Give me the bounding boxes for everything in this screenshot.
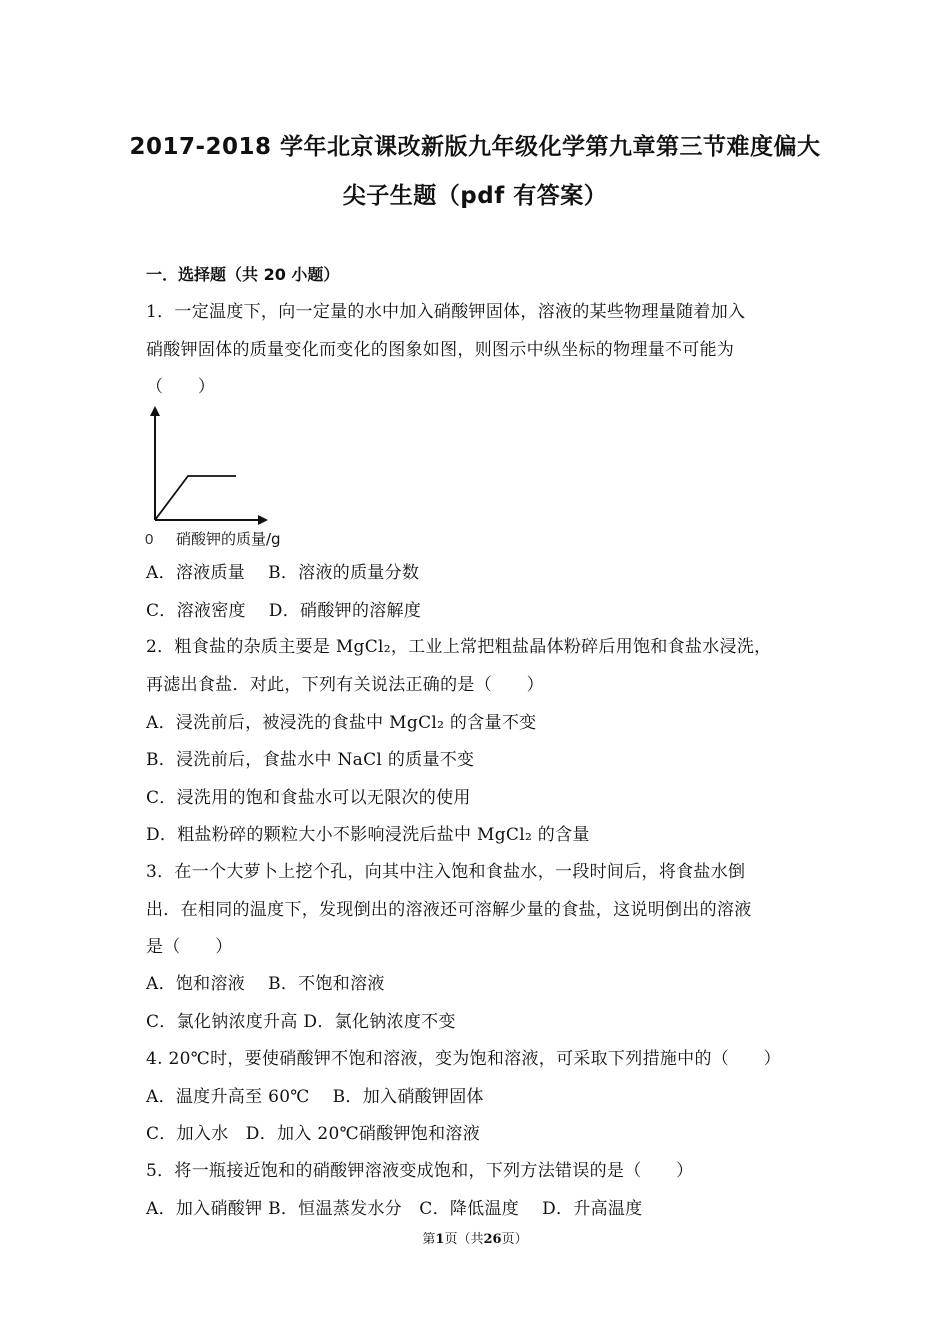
q1-line1: 1．一定温度下，向一定量的水中加入硝酸钾固体，溶液的某些物理量随着加入 [146,302,746,322]
total-page-count: 26 [483,1232,502,1247]
page-footer [0,1228,950,1247]
document-title-line1: 2017-2018 学年北京课改新版九年级化学第九章第三节难度偏大 [129,134,821,160]
q3-options-ab: A．饱和溶液 B．不饱和溶液 [146,974,385,994]
q3-line1: 3．在一个大萝卜上挖个孔，向其中注入饱和食盐水，一段时间后，将食盐水倒 [146,862,746,882]
x-axis-arrow-icon [258,515,268,525]
graph-origin-label: 0 [145,531,154,548]
q2-option-b: B．浸洗前后，食盐水中 NaCl 的质量不变 [146,750,475,770]
q1-options-cd: C．溶液密度 D．硝酸钾的溶解度 [146,601,422,621]
q4-options-cd: C．加入水 D．加入 20℃硝酸钾饱和溶液 [146,1124,480,1144]
footer-prefix: 第 [422,1232,436,1247]
q3-line2: 出．在相同的温度下，发现倒出的溶液还可溶解少量的食盐，这说明倒出的溶液 [146,900,752,920]
document-title-line2: 尖子生题（pdf 有答案） [342,183,608,209]
current-page-number: 1 [435,1232,445,1247]
q2-option-d: D．粗盐粉碎的颗粒大小不影响浸洗后盐中 MgCl₂ 的含量 [146,825,590,845]
q5-line1: 5．将一瓶接近饱和的硝酸钾溶液变成饱和，下列方法错误的是（ ） [146,1161,694,1181]
y-axis-arrow-icon [150,406,160,416]
q1-line2: 硝酸钾固体的质量变化而变化的图象如图，则图示中纵坐标的物理量不可能为 [146,340,735,360]
q2-option-a: A．浸洗前后，被浸洗的食盐中 MgCl₂ 的含量不变 [146,713,537,733]
q2-line1: 2．粗食盐的杂质主要是 MgCl₂，工业上常把粗盐晶体粉碎后用饱和食盐水浸洗， [146,637,772,657]
q1-graph [140,402,310,550]
q4-options-ab: A．温度升高至 60℃ B．加入硝酸钾固体 [146,1087,484,1107]
q5-options: A．加入硝酸钾 B．恒温蒸发水分 C．降低温度 D．升高温度 [146,1199,643,1219]
q3-line3: 是（ ） [146,937,233,957]
footer-suffix: 页） [501,1232,528,1247]
q3-options-cd: C．氯化钠浓度升高 D．氯化钠浓度不变 [146,1012,456,1032]
footer-mid: 页（共 [444,1232,484,1247]
q4-line1: 4. 20℃时，要使硝酸钾不饱和溶液，变为饱和溶液，可采取下列措施中的（ ） [146,1049,781,1069]
q1-options-ab: A．溶液质量 B．溶液的质量分数 [146,563,420,583]
graph-curve [155,476,236,520]
graph-x-label: 硝酸钾的质量/g [176,530,281,548]
q1-line3: （ ） [146,377,216,397]
q2-line2: 再滤出食盐．对此，下列有关说法正确的是（ ） [146,675,544,695]
q2-option-c: C．浸洗用的饱和食盐水可以无限次的使用 [146,788,471,808]
section-heading: 一．选择题（共 20 小题） [146,265,340,284]
